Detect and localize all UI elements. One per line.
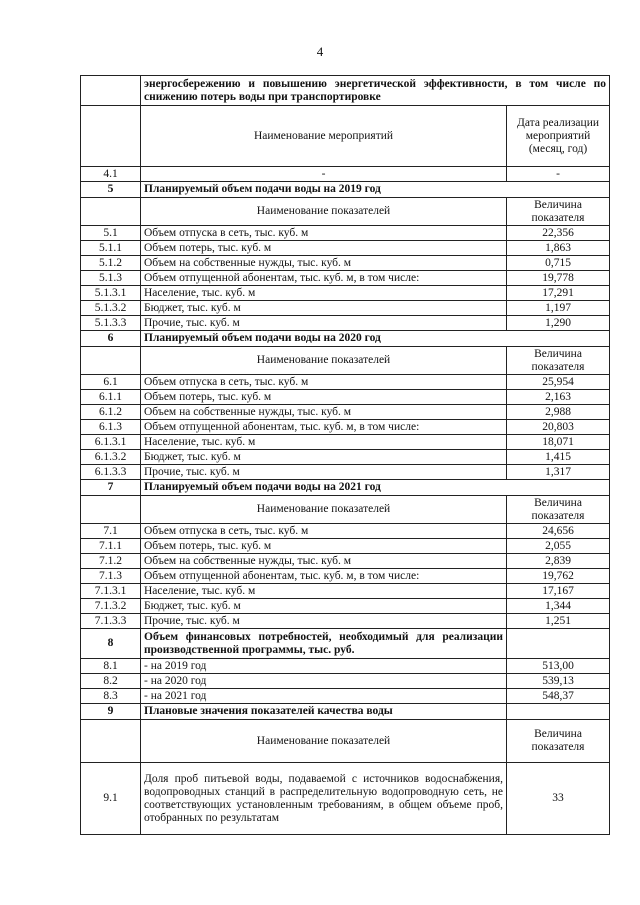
empty-cell: [507, 629, 610, 659]
row-number: 7.1.3.2: [81, 599, 141, 614]
row-number: 7.1.3: [81, 569, 141, 584]
intro-row: [81, 76, 610, 106]
intro-text: энергосбережению и повышению энергетической эффективности, в том числе по снижению потерь воды при транспортировке: [141, 76, 610, 106]
table-row: [81, 286, 610, 301]
section-header-row: [81, 347, 610, 375]
section-title-row: [81, 182, 610, 198]
row-value: 33: [507, 763, 610, 835]
table-row: [81, 689, 610, 704]
table-row: [81, 659, 610, 674]
row-number: 8.2: [81, 674, 141, 689]
row-number: 5.1.3: [81, 271, 141, 286]
table-row: [81, 405, 610, 420]
row-value: 1,317: [507, 465, 610, 480]
row-value: 1,251: [507, 614, 610, 629]
table-row: [81, 584, 610, 599]
table-row: [81, 420, 610, 435]
table-row: [81, 539, 610, 554]
column-header-name: Наименование показателей: [141, 496, 507, 524]
section-title-row: [81, 480, 610, 496]
row-name: - на 2019 год: [141, 659, 507, 674]
section-header-row: [81, 198, 610, 226]
table-row: [81, 241, 610, 256]
row-value: 22,356: [507, 226, 610, 241]
row-value: 1,290: [507, 316, 610, 331]
program-table: [80, 75, 610, 835]
row-number: 7.1.1: [81, 539, 141, 554]
row-number: 6.1.3.2: [81, 450, 141, 465]
row-name: Доля проб питьевой воды, подаваемой с источников водоснабжения, водопроводных станций в распределительную водопроводную сеть, не соответствующих установленным требованиям, в общем объеме проб, отобранных по результатам: [141, 763, 507, 835]
table-row: [81, 465, 610, 480]
section-title: Планируемый объем подачи воды на 2019 год: [141, 182, 610, 198]
row-value: 1,197: [507, 301, 610, 316]
row-name: Прочие, тыс. куб. м: [141, 614, 507, 629]
row-number: 5.1.3.1: [81, 286, 141, 301]
row-value: 18,071: [507, 435, 610, 450]
row-name: - на 2020 год: [141, 674, 507, 689]
row-name: Объем на собственные нужды, тыс. куб. м: [141, 256, 507, 271]
row-value: 17,291: [507, 286, 610, 301]
empty-cell: [81, 496, 141, 524]
row-value: 2,839: [507, 554, 610, 569]
column-header-value: Величина показателя: [507, 347, 610, 375]
quality-title-row: [81, 704, 610, 720]
row-number: 6.1: [81, 375, 141, 390]
row-name: Население, тыс. куб. м: [141, 286, 507, 301]
row-number: 5.1: [81, 226, 141, 241]
table-row: [81, 271, 610, 286]
section-title-row: [81, 331, 610, 347]
row-name: Объем потерь, тыс. куб. м: [141, 241, 507, 256]
row-name: Население, тыс. куб. м: [141, 584, 507, 599]
table-row: [81, 614, 610, 629]
row-name: Объем на собственные нужды, тыс. куб. м: [141, 405, 507, 420]
page-number: 4: [316, 44, 324, 59]
section-header-row: [81, 496, 610, 524]
row-name: Объем отпуска в сеть, тыс. куб. м: [141, 375, 507, 390]
row-value: 19,778: [507, 271, 610, 286]
row-number: 7.1: [81, 524, 141, 539]
row-number: 6.1.3: [81, 420, 141, 435]
section-title: Планируемый объем подачи воды на 2020 год: [141, 331, 610, 347]
row-name: Объем отпущенной абонентам, тыс. куб. м, в том числе:: [141, 420, 507, 435]
row-name: Прочие, тыс. куб. м: [141, 316, 507, 331]
table-row: [81, 763, 610, 835]
row-name: - на 2021 год: [141, 689, 507, 704]
table-row: [81, 301, 610, 316]
column-header-date: Дата реализации мероприятий (месяц, год): [507, 106, 610, 167]
row-number: 5.1.3.3: [81, 316, 141, 331]
row-name: Объем отпуска в сеть, тыс. куб. м: [141, 524, 507, 539]
row-value: -: [507, 167, 610, 182]
row-value: 548,37: [507, 689, 610, 704]
section-number: 6: [81, 331, 141, 347]
table-row: [81, 226, 610, 241]
row-value: 539,13: [507, 674, 610, 689]
row-number: 7.1.3.3: [81, 614, 141, 629]
row-value: 2,055: [507, 539, 610, 554]
row-value: 19,762: [507, 569, 610, 584]
row-number: 5.1.3.2: [81, 301, 141, 316]
row-number: 7.1.3.1: [81, 584, 141, 599]
row-number: 5.1.1: [81, 241, 141, 256]
row-number: 8.3: [81, 689, 141, 704]
row-name: Бюджет, тыс. куб. м: [141, 301, 507, 316]
section-title: Планируемый объем подачи воды на 2021 год: [141, 480, 610, 496]
table-row: [81, 256, 610, 271]
row-name: Объем отпущенной абонентам, тыс. куб. м, в том числе:: [141, 271, 507, 286]
finance-title-row: [81, 629, 610, 659]
row-number: 6.1.3.3: [81, 465, 141, 480]
table-row: [81, 450, 610, 465]
table-row: [81, 390, 610, 405]
row-value: 24,656: [507, 524, 610, 539]
row-name: Прочие, тыс. куб. м: [141, 465, 507, 480]
row-name: Объем на собственные нужды, тыс. куб. м: [141, 554, 507, 569]
row-value: 1,344: [507, 599, 610, 614]
table-row: [81, 375, 610, 390]
row-number: 9.1: [81, 763, 141, 835]
table-row: [81, 167, 610, 182]
table-row: [81, 524, 610, 539]
row-number: 8.1: [81, 659, 141, 674]
row-number: 7.1.2: [81, 554, 141, 569]
row-value: 1,415: [507, 450, 610, 465]
column-header-name: Наименование показателей: [141, 720, 507, 763]
row-value: 20,803: [507, 420, 610, 435]
section-number: 9: [81, 704, 141, 720]
row-number: 5.1.2: [81, 256, 141, 271]
table-row: [81, 674, 610, 689]
row-value: 0,715: [507, 256, 610, 271]
table-row: [81, 554, 610, 569]
section-number: 5: [81, 182, 141, 198]
row-value: 25,954: [507, 375, 610, 390]
quality-header-row: [81, 720, 610, 763]
empty-cell: [81, 720, 141, 763]
table-row: [81, 569, 610, 584]
row-number: 6.1.1: [81, 390, 141, 405]
column-header-name: Наименование показателей: [141, 198, 507, 226]
row-name: Бюджет, тыс. куб. м: [141, 450, 507, 465]
row-name: Бюджет, тыс. куб. м: [141, 599, 507, 614]
column-header-name: Наименование показателей: [141, 347, 507, 375]
row-name: Объем отпуска в сеть, тыс. куб. м: [141, 226, 507, 241]
table-row: [81, 435, 610, 450]
intro-header-row: [81, 106, 610, 167]
row-name: -: [141, 167, 507, 182]
row-value: 2,163: [507, 390, 610, 405]
quality-title: Плановые значения показателей качества воды: [141, 704, 507, 720]
row-name: Объем отпущенной абонентам, тыс. куб. м, в том числе:: [141, 569, 507, 584]
row-name: Объем потерь, тыс. куб. м: [141, 390, 507, 405]
table-row: [81, 599, 610, 614]
row-name: Объем потерь, тыс. куб. м: [141, 539, 507, 554]
row-value: 17,167: [507, 584, 610, 599]
column-header-value: Величина показателя: [507, 198, 610, 226]
row-number: 6.1.2: [81, 405, 141, 420]
row-value: 1,863: [507, 241, 610, 256]
empty-cell: [81, 347, 141, 375]
row-number: 4.1: [81, 167, 141, 182]
row-value: 2,988: [507, 405, 610, 420]
column-header-value: Величина показателя: [507, 720, 610, 763]
finance-title: Объем финансовых потребностей, необходимый для реализации производственной программы, тыс. руб.: [141, 629, 507, 659]
empty-cell: [507, 704, 610, 720]
row-number: 6.1.3.1: [81, 435, 141, 450]
column-header-measures: Наименование мероприятий: [141, 106, 507, 167]
row-value: 513,00: [507, 659, 610, 674]
column-header-value: Величина показателя: [507, 496, 610, 524]
section-number: 7: [81, 480, 141, 496]
table-row: [81, 316, 610, 331]
empty-cell: [81, 198, 141, 226]
section-number: 8: [81, 629, 141, 659]
row-name: Население, тыс. куб. м: [141, 435, 507, 450]
